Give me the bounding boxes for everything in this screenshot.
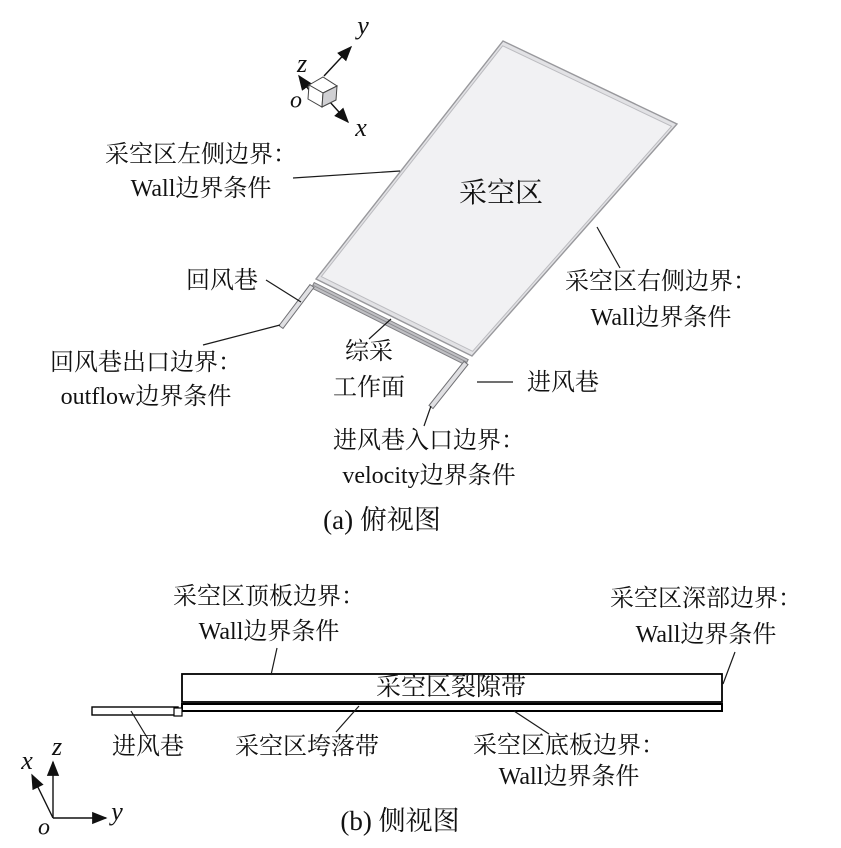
caving-zone-rect (182, 704, 722, 711)
deep-boundary-label (610, 581, 802, 653)
working-face-section-square (174, 708, 182, 716)
left-boundary-line2: Wall边界条件 (130, 176, 272, 202)
intake-airway-label: 进风巷 (527, 370, 599, 396)
velocity-boundary-line2: velocity边界条件 (342, 463, 516, 489)
working-face-label (333, 334, 405, 406)
intake-airway-duct (92, 707, 178, 715)
axis-x-label: x (355, 113, 367, 142)
leader-return-airway (266, 280, 301, 302)
axis-x-arrow (329, 101, 348, 122)
floor-boundary-label (473, 731, 665, 793)
intake-airway-tube (429, 361, 468, 408)
axis-x-arrow-side (32, 775, 53, 818)
left-boundary-label (105, 138, 297, 206)
working-face-line1: 综采 (345, 339, 393, 365)
leader-right-boundary (597, 227, 620, 268)
axis-z-label-side: z (51, 732, 63, 761)
leader-outflow-boundary (203, 325, 280, 345)
axis-z-label: z (296, 49, 308, 78)
floor-boundary-line1: 采空区底板边界： (473, 733, 665, 759)
caving-zone-label: 采空区垮落带 (235, 734, 379, 760)
top-view-drawing (203, 41, 677, 426)
working-face-line2: 工作面 (333, 375, 405, 401)
leader-left-boundary (293, 171, 400, 178)
axis-origin-label-side: o (38, 814, 50, 841)
intake-airway-side-label: 进风巷 (112, 734, 184, 760)
outflow-boundary-label (50, 346, 242, 414)
axis-y-label-side: y (111, 797, 123, 826)
right-boundary-label (565, 264, 757, 336)
velocity-boundary-line1: 进风巷入口边界： (333, 428, 525, 454)
fracture-zone-label: 采空区裂隙带 (375, 674, 527, 701)
leader-velocity-boundary (424, 406, 431, 426)
goaf-label: 采空区 (458, 178, 544, 209)
leader-deep-boundary (723, 652, 735, 684)
caption-side-view: (b) 侧视图 (340, 806, 460, 836)
axis-x-label-side: x (21, 746, 33, 775)
leader-roof-boundary (271, 648, 277, 675)
floor-boundary-line2: Wall边界条件 (498, 764, 640, 790)
left-boundary-line1: 采空区左侧边界： (105, 142, 297, 168)
right-boundary-line2: Wall边界条件 (590, 305, 732, 331)
axes-side-view (32, 762, 106, 818)
roof-boundary-line2: Wall边界条件 (198, 619, 340, 645)
outflow-boundary-line2: outflow边界条件 (60, 384, 232, 410)
axis-y-label: y (357, 11, 369, 40)
roof-boundary-line1: 采空区顶板边界： (173, 584, 365, 610)
axis-origin-label: o (290, 87, 302, 114)
return-airway-label: 回风巷 (186, 268, 258, 294)
caption-top-view: (a) 俯视图 (323, 505, 441, 535)
right-boundary-line1: 采空区右侧边界： (565, 269, 757, 295)
axis-y-arrow (324, 47, 351, 76)
deep-boundary-line1: 采空区深部边界： (610, 586, 802, 612)
outflow-boundary-line1: 回风巷出口边界： (50, 350, 242, 376)
deep-boundary-line2: Wall边界条件 (635, 622, 777, 648)
velocity-boundary-label (333, 424, 525, 494)
roof-boundary-label (173, 580, 365, 650)
